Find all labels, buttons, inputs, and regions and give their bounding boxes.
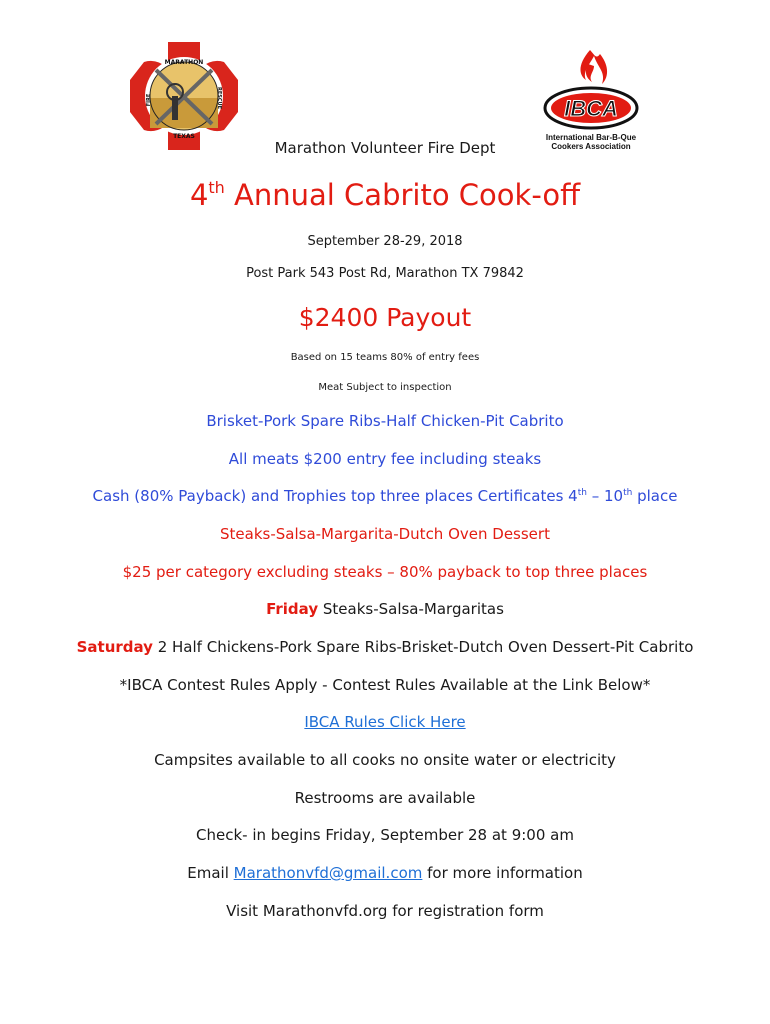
cash-sup-1: th xyxy=(577,488,587,498)
checkin-note: Check- in begins Friday, September 28 at 9:00 am xyxy=(196,826,574,844)
cash-payback xyxy=(0,487,770,505)
entry-fee: All meats $200 entry fee including steaks xyxy=(228,450,542,468)
email-suffix: for more information xyxy=(422,864,583,882)
friday-label: Friday xyxy=(266,600,319,618)
event-address: Post Park 543 Post Rd, Marathon TX 79842 xyxy=(246,266,524,281)
svg-text:IBCA: IBCA xyxy=(564,96,618,121)
svg-text:TEXAS: TEXAS xyxy=(173,133,195,140)
title-ordinal: 4 xyxy=(189,178,209,212)
restrooms-note: Restrooms are available xyxy=(294,789,476,807)
cash-text-1: Cash (80% Payback) and Trophies top three places Certificates 4 xyxy=(92,487,578,505)
fire-department-logo-icon xyxy=(128,40,240,152)
event-title xyxy=(0,178,770,212)
ibca-caption-line2: Cookers Association xyxy=(551,142,631,151)
email-link[interactable]: Marathonvfd@gmail.com xyxy=(233,864,423,882)
inspection-note: Meat Subject to inspection xyxy=(318,382,452,393)
side-events: Steaks-Salsa-Margarita-Dutch Oven Dessert xyxy=(220,525,550,543)
campsites-note: Campsites available to all cooks no onsite water or electricity xyxy=(154,751,616,769)
event-dates: September 28-29, 2018 xyxy=(307,234,463,249)
title-rest: Annual Cabrito Cook-off xyxy=(224,178,581,212)
ibca-rules-link[interactable]: IBCA Rules Click Here xyxy=(304,713,466,731)
rules-note: *IBCA Contest Rules Apply - Contest Rules Available at the Link Below* xyxy=(119,676,651,694)
organization-name: Marathon Volunteer Fire Dept xyxy=(274,139,496,157)
saturday-events: 2 Half Chickens-Pork Spare Ribs-Brisket-Dutch Oven Dessert-Pit Cabrito xyxy=(152,638,694,656)
saturday-label: Saturday xyxy=(76,638,153,656)
friday-schedule xyxy=(0,600,770,618)
meat-categories: Brisket-Pork Spare Ribs-Half Chicken-Pit Cabrito xyxy=(206,412,564,430)
email-prefix: Email xyxy=(187,864,234,882)
cash-text-2: – 10 xyxy=(586,487,624,505)
payout-basis: Based on 15 teams 80% of entry fees xyxy=(290,352,480,363)
side-event-fee: $25 per category excluding steaks – 80% payback to top three places xyxy=(122,563,648,581)
email-line xyxy=(0,864,770,882)
svg-text:MARATHON: MARATHON xyxy=(164,59,204,66)
saturday-schedule xyxy=(0,638,770,656)
cash-text-3: place xyxy=(632,487,678,505)
payout-heading: $2400 Payout xyxy=(298,303,472,332)
svg-text:FIRE: FIRE xyxy=(146,93,152,107)
svg-text:RESCUE: RESCUE xyxy=(216,86,222,110)
cash-sup-2: th xyxy=(623,488,633,498)
registration-note: Visit Marathonvfd.org for registration form xyxy=(226,902,544,920)
ibca-caption-line1: International Bar-B-Que xyxy=(545,133,637,142)
friday-events: Steaks-Salsa-Margaritas xyxy=(318,600,504,618)
title-ordinal-suffix: th xyxy=(208,178,225,197)
